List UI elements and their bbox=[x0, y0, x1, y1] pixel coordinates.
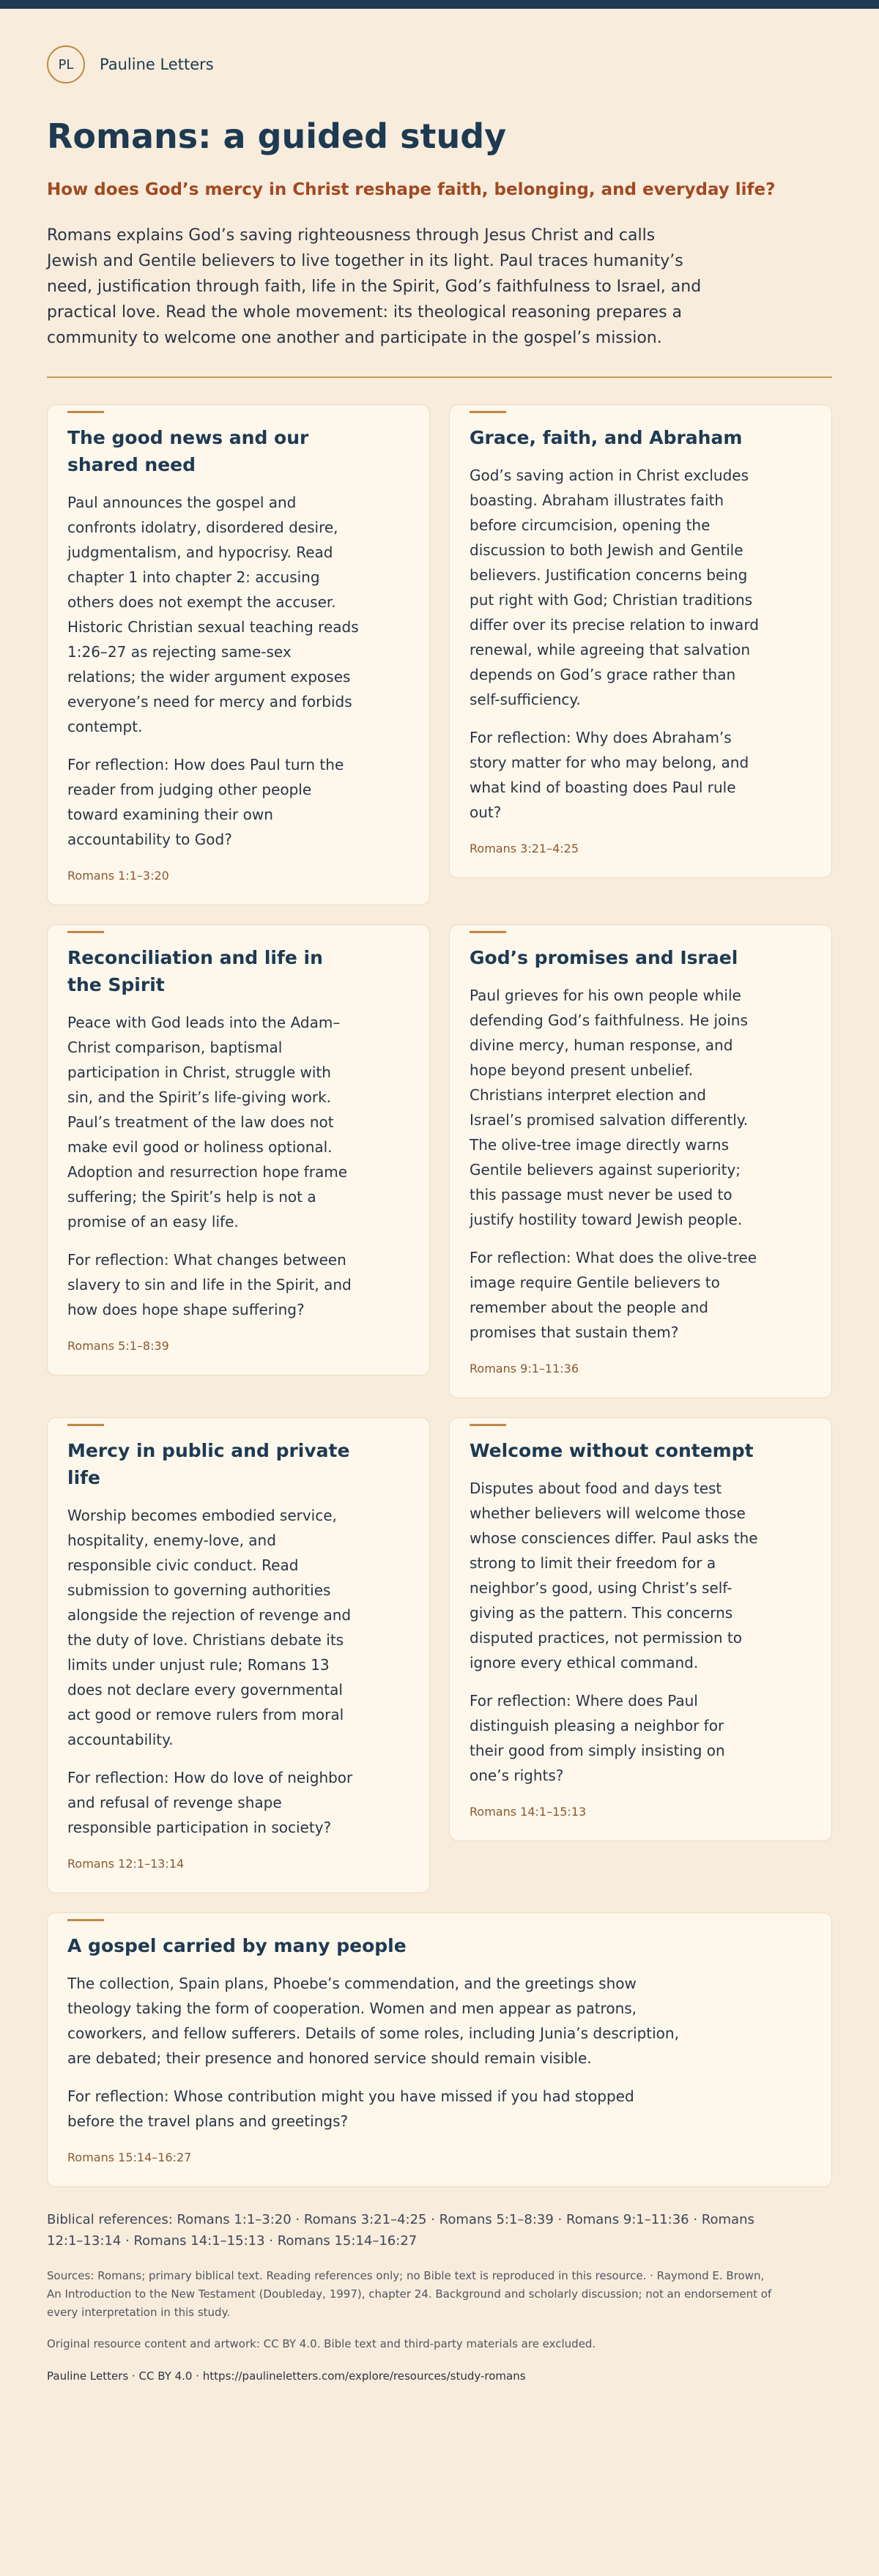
study-card bbox=[449, 404, 832, 878]
card-accent-line bbox=[67, 411, 104, 413]
card-scripture-reference: Romans 5:1–8:39 bbox=[67, 1339, 169, 1353]
study-card-grid bbox=[47, 404, 832, 2187]
card-body: Paul grieves for his own people while defending God’s faithfulness. He joins divine mercy, human response, and hope beyond present unbelief. Christians interpret election and Israel’s promised salvation differently. The olive-tree image directly warns Gentile believers against superiority; this passage must never be used to justify hostility toward Jewish people. bbox=[470, 987, 749, 1228]
card-reflection: For reflection: What changes between slavery to sin and life in the Spirit, and how does hope shape suffering? bbox=[67, 1251, 352, 1318]
study-card bbox=[449, 924, 832, 1398]
card-body: The collection, Spain plans, Phoebe’s commendation, and the greetings show theology taking the form of cooperation. Women and men appear as patrons, coworkers, and fellow sufferers. Details of some roles, including Junia’s description, are debated; their presence and honored service should remain visible. bbox=[67, 1975, 679, 2067]
card-body: Paul announces the gospel and confronts idolatry, disordered desire, judgmentalism, and hypocrisy. Read chapter 1 into chapter 2: accusing others does not exempt the accuser. Historic Christian sexual teaching reads 1:26–27 as rejecting same-sex relations; the wider argument exposes everyone’s need for mercy and forbids contempt. bbox=[67, 494, 359, 735]
sources-note: Sources: Romans; primary biblical text. Reading references only; no Bible text is reproduced in this resource. · Raymond E. Brown, An Introduction to the New Testament (Doubleday, 1997), chapter 24. Background and scholarly discussion; not an endorsement of every interpretation in this study. bbox=[47, 2269, 772, 2319]
section-divider bbox=[47, 376, 832, 378]
card-reflection: For reflection: Why does Abraham’s story matter for who may belong, and what kind of boasting does Paul rule out? bbox=[470, 729, 749, 821]
card-scripture-reference: Romans 9:1–11:36 bbox=[470, 1362, 579, 1376]
card-body: God’s saving action in Christ excludes boasting. Abraham illustrates faith before circumcision, opening the discussion to both Jewish and Gentile believers. Justification concerns being put right with God; Christian traditions differ over its precise relation to inward renewal, while agreeing that salvation depends on God’s grace rather than self-sufficiency. bbox=[470, 467, 759, 708]
card-accent-line bbox=[470, 1424, 506, 1426]
card-accent-line bbox=[470, 931, 506, 933]
card-scripture-reference: Romans 12:1–13:14 bbox=[67, 1857, 185, 1871]
card-title: Grace, faith, and Abraham bbox=[470, 427, 743, 448]
study-card bbox=[47, 1417, 430, 1893]
brand-name[interactable]: Pauline Letters bbox=[100, 56, 214, 73]
top-accent-bar bbox=[0, 0, 879, 9]
biblical-references: Biblical references: Romans 1:1–3:20 · Romans 3:21–4:25 · Romans 5:1–8:39 · Romans 9:1–11:36 · Romans 12:1–13:14 · Romans 14:1–15:13 · Romans 15:14–16:27 bbox=[47, 2212, 754, 2249]
card-title: The good news and our shared need bbox=[67, 427, 309, 475]
license-note: Original resource content and artwork: CC BY 4.0. Bible text and third-party materials are excluded. bbox=[47, 2337, 596, 2350]
brand-logo[interactable]: PL bbox=[47, 45, 85, 83]
card-reflection: For reflection: How do love of neighbor and refusal of revenge shape responsible participation in society? bbox=[67, 1769, 353, 1836]
card-accent-line bbox=[470, 411, 506, 413]
card-accent-line bbox=[67, 931, 104, 933]
study-card bbox=[47, 1912, 832, 2187]
card-accent-line bbox=[67, 1919, 104, 1921]
page-title: Romans: a guided study bbox=[47, 116, 507, 156]
card-body: Disputes about food and days test whether believers will welcome those whose consciences differ. Paul asks the strong to limit their freedom for a neighbor’s good, using Christ’s self-giving as the pattern. This concerns disputed practices, not permission to ignore every ethical command. bbox=[470, 1480, 758, 1671]
study-card bbox=[47, 924, 430, 1376]
card-scripture-reference: Romans 3:21–4:25 bbox=[470, 842, 579, 855]
card-title: Mercy in public and private life bbox=[67, 1440, 350, 1488]
card-title: A gospel carried by many people bbox=[67, 1935, 407, 1956]
study-card bbox=[47, 404, 430, 905]
study-card bbox=[449, 1417, 832, 1841]
card-title: Welcome without contempt bbox=[470, 1440, 754, 1461]
card-title: Reconciliation and life in the Spirit bbox=[67, 947, 323, 995]
card-scripture-reference: Romans 14:1–15:13 bbox=[470, 1805, 587, 1819]
footer-credit-link[interactable]: Pauline Letters · CC BY 4.0 · https://paulineletters.com/explore/resources/study-romans bbox=[47, 2369, 526, 2383]
card-reflection: For reflection: Where does Paul distinguish pleasing a neighbor for their good from simply insisting on one’s rights? bbox=[470, 1692, 725, 1784]
card-scripture-reference: Romans 15:14–16:27 bbox=[67, 2150, 192, 2164]
page-subtitle: How does God’s mercy in Christ reshape faith, belonging, and everyday life? bbox=[47, 180, 776, 199]
card-accent-line bbox=[67, 1424, 104, 1426]
card-body: Peace with God leads into the Adam–Christ comparison, baptismal participation in Christ, struggle with sin, and the Spirit’s life-giving work. Paul’s treatment of the law does not make evil good or holiness optional. Adoption and resurrection hope frame suffering; the Spirit’s help is not a promise of an easy life. bbox=[67, 1014, 347, 1231]
card-body: Worship becomes embodied service, hospitality, enemy-love, and responsible civic conduct. Read submission to governing authorities alongside the rejection of revenge and the duty of love. Christians debate its limits under unjust rule; Romans 13 does not declare every governmental act good or remove rulers from moral accountability. bbox=[67, 1507, 352, 1748]
card-title: God’s promises and Israel bbox=[470, 947, 738, 968]
page-content bbox=[0, 45, 879, 2385]
card-reflection: For reflection: Whose contribution might you have missed if you had stopped before the travel plans and greetings? bbox=[67, 2087, 634, 2130]
card-scripture-reference: Romans 1:1–3:20 bbox=[67, 869, 169, 883]
card-reflection: For reflection: How does Paul turn the reader from judging other people toward examining their own accountability to God? bbox=[67, 756, 344, 848]
card-reflection: For reflection: What does the olive-tree image require Gentile believers to remember about the people and promises that sustain them? bbox=[470, 1249, 757, 1341]
site-header bbox=[47, 45, 832, 83]
intro-paragraph: Romans explains God’s saving righteousness through Jesus Christ and calls Jewish and Gentile believers to live together in its light. Paul traces humanity’s need, justification through faith, life in the Spirit, God’s faithfulness to Israel, and practical love. Read the whole movement: its theological reasoning prepares a community to welcome one another and participate in the gospel’s mission. bbox=[47, 226, 702, 347]
